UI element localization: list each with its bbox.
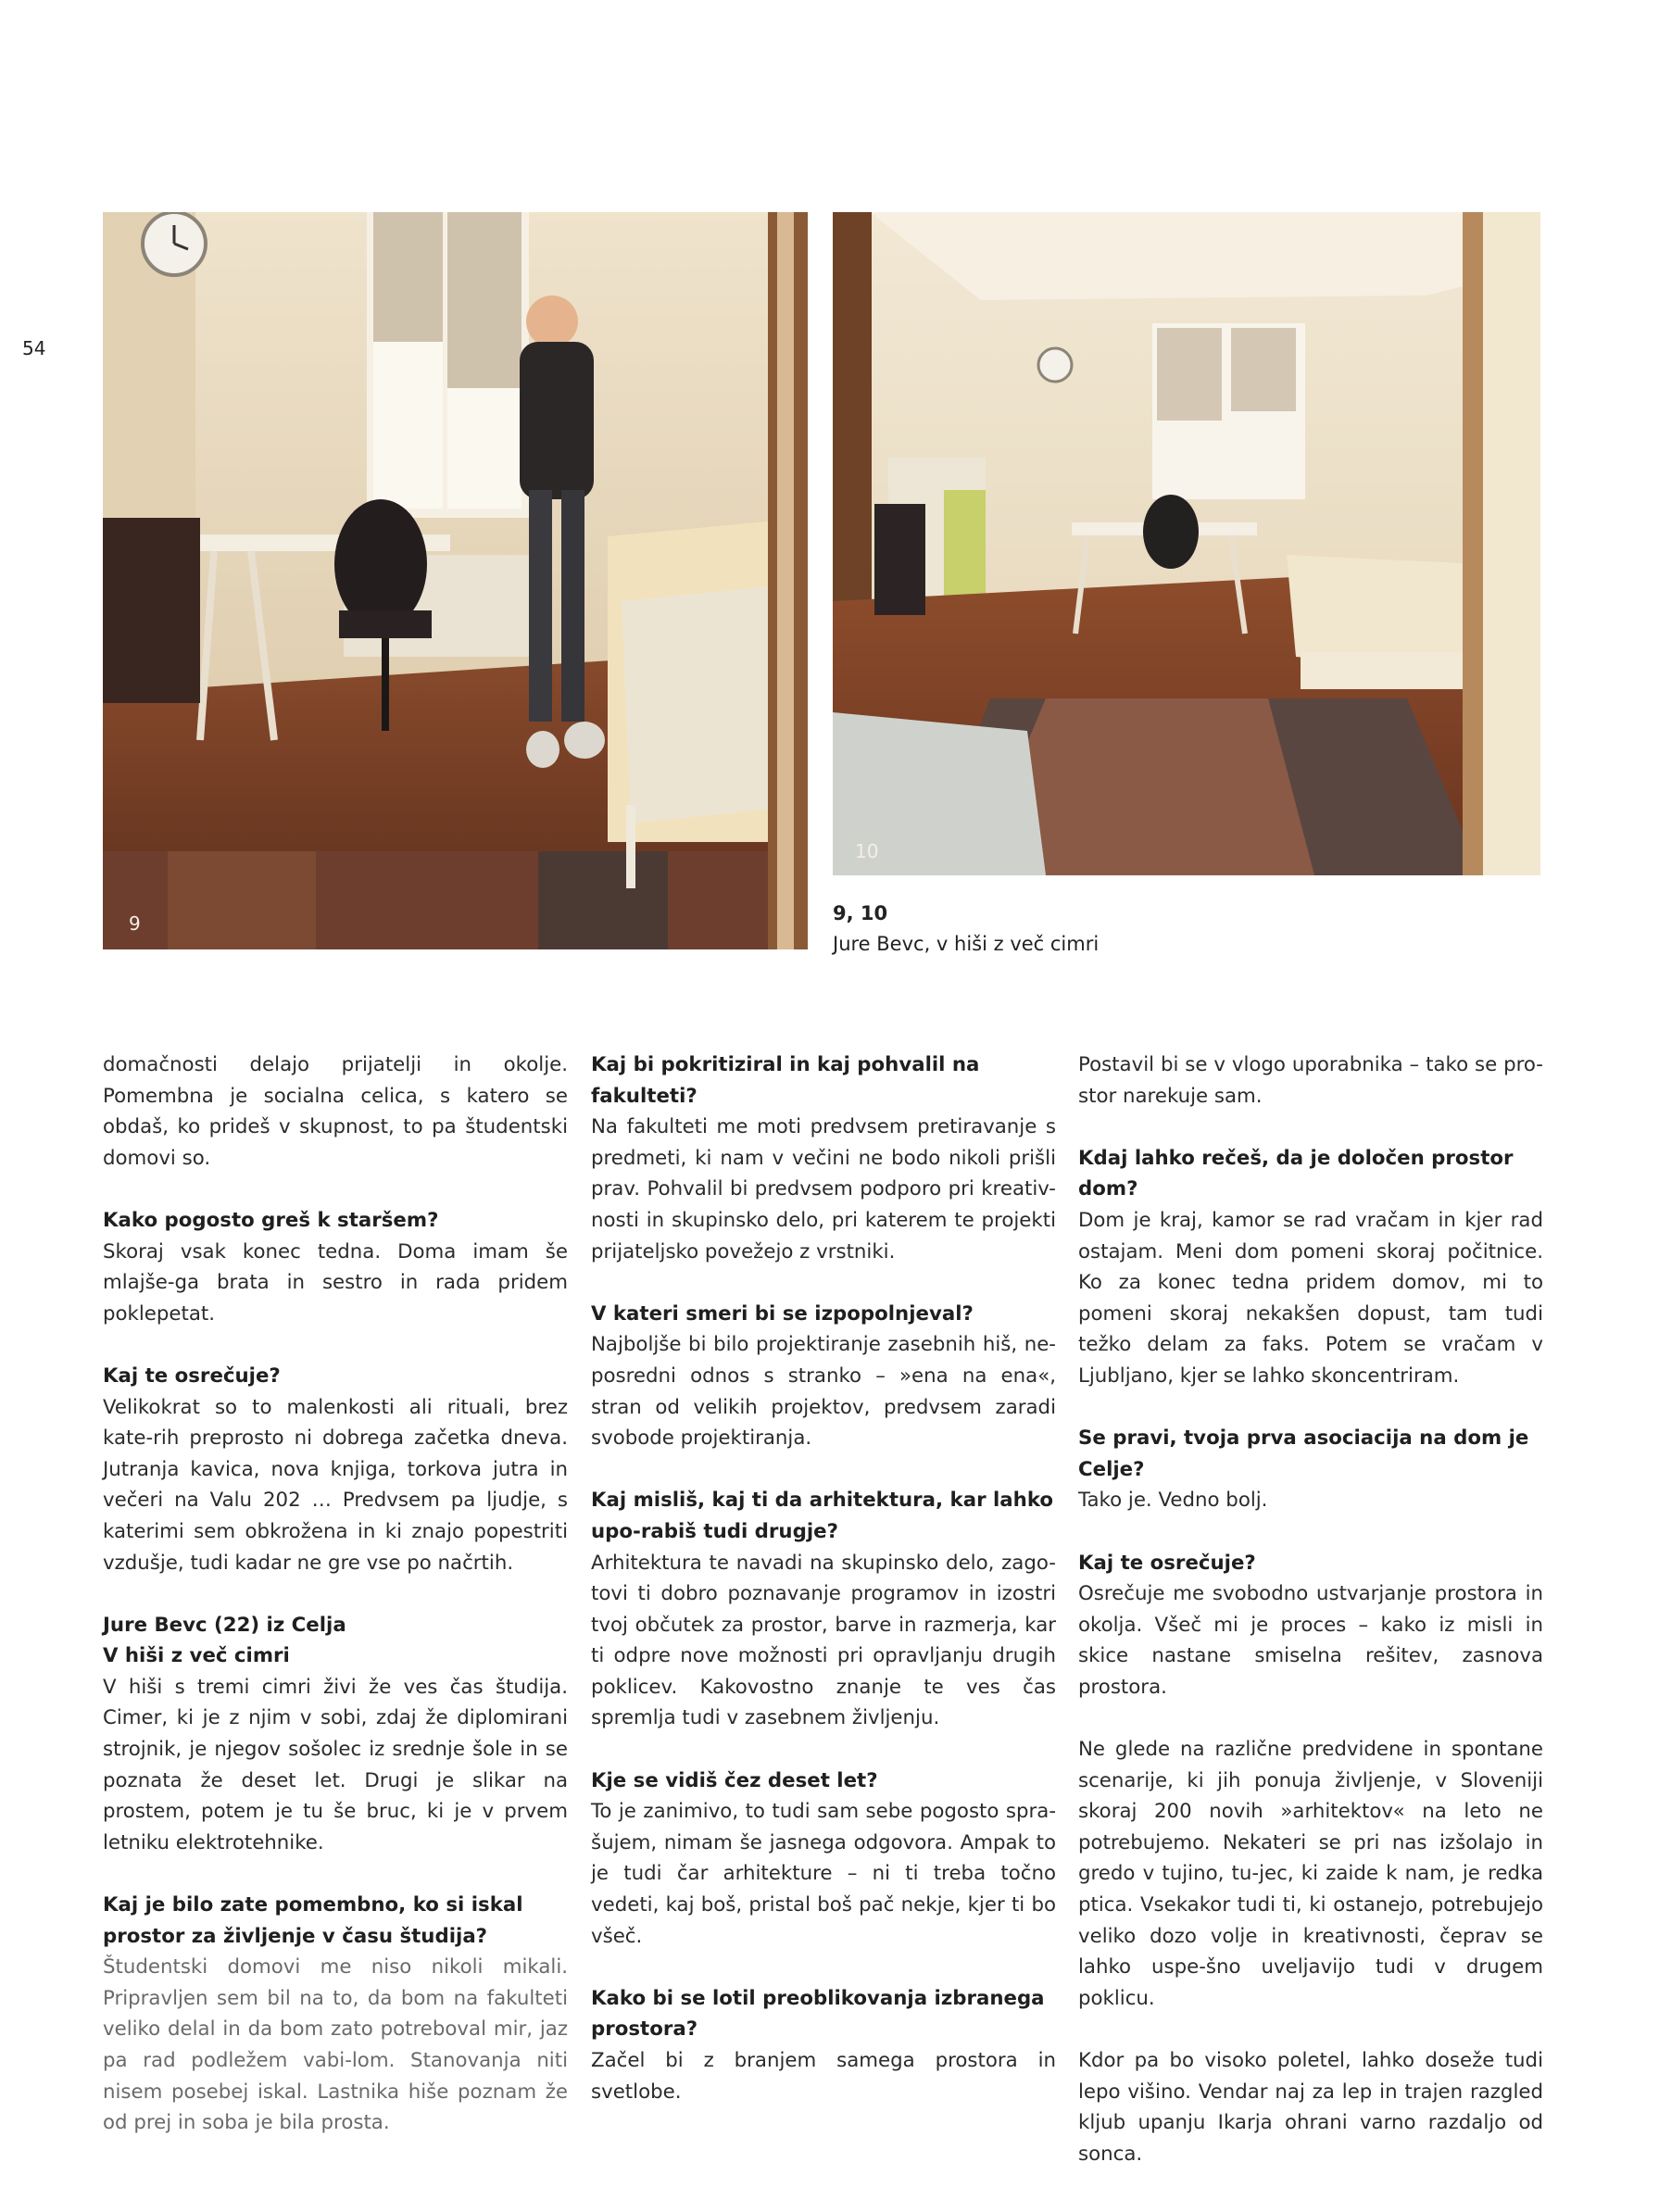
paragraph — [1078, 1734, 1543, 2014]
question: Kako pogosto greš k staršem? — [103, 1208, 439, 1232]
answer: Postavil bi se v vlogo uporabnika – tako se pro-stor narekuje sam. — [1078, 1053, 1543, 1108]
photo-number: 9 — [129, 912, 141, 935]
qa-block — [103, 1205, 568, 1329]
question: V kateri smeri bi se izpopolnjeval? — [591, 1301, 974, 1326]
answer: domačnosti delajo prijatelji in okolje. Pomembna je socialna celica, s katero se obdaš, ko prideš v skupnost, to pa študentski domovi so. — [103, 1053, 568, 1170]
question: Se pravi, tvoja prva asociacija na dom je Celje? — [1078, 1426, 1529, 1481]
qa-block — [591, 1766, 1056, 1953]
photo-room-interior — [833, 212, 1540, 875]
question: Kaj bi pokritiziral in kaj pohvalil na fakulteti? — [591, 1053, 980, 1108]
paragraph — [103, 1049, 568, 1174]
qa-block — [1078, 1143, 1543, 1392]
qa-block — [1078, 1423, 1543, 1516]
answer: Velikokrat so to malenkosti ali rituali, brez kate-rih preprosto ni dobrega začetka dneva. Jutranja kavica, nova knjiga, torkova jutra in večeri na Valu 202 … Predvsem pa ljudje, s katerimi sem obkrožena in ki znajo popestriti vzdušje, tudi kadar ne gre vse po načrtih. — [103, 1395, 568, 1575]
qa-block — [591, 1485, 1056, 1734]
paragraph — [1078, 1049, 1543, 1112]
text-column-2 — [591, 1049, 1056, 2139]
answer: Dom je kraj, kamor se rad vračam in kjer rad ostajam. Meni dom pomeni skoraj počitnice. Ko za konec tedna pridem domov, mi to pomeni skoraj nekakšen dopust, tam tudi težko delam za faks. Potem se vračam v Ljubljano, kjer se lahko skoncentriram. — [1078, 1208, 1543, 1388]
answer: Začel bi z branjem samega prostora in svetlobe. — [591, 2049, 1056, 2104]
text-column-3 — [1078, 1049, 1543, 2201]
caption-text: Jure Bevc, v hiši z več cimri — [833, 933, 1100, 955]
question: Kaj te osrečuje? — [1078, 1551, 1256, 1575]
qa-block — [591, 1049, 1056, 1267]
photo-number: 10 — [855, 840, 879, 862]
text-column-1 — [103, 1049, 568, 2169]
question: Kje se vidiš čez deset let? — [591, 1768, 878, 1792]
answer: Študentski domovi me niso nikoli mikali. Pripravljen sem bil na to, da bom na fakulteti veliko delal in da bom zato potreboval mir, jaz pa rad podležem vabi-lom. Stanovanja niti nisem posebej iskal. Lastnika hiše poznam že od prej in soba je bila prosta. — [103, 1955, 568, 2135]
answer: Arhitektura te navadi na skupinsko delo, zago-tovi ti dobro poznavanje programov in izostri tvoj občutek za prostor, barve in razmerja, kar ti odpre nove možnosti pri opravljanju drugih poklicev. Kakovostno znanje te ves čas spremlja tudi v zasebnem življenju. — [591, 1551, 1056, 1730]
answer: V hiši s tremi cimri živi že ves čas študija. Cimer, ki je z njim v sobi, zdaj že diplomirani strojnik, je njegov sošolec iz srednje šole in se poznata že deset let. Drugi je slikar na prostem, potem je tu še bruc, ki je v prvem letniku elektrotehnike. — [103, 1675, 568, 1854]
question: Kaj misliš, kaj ti da arhitektura, kar lahko upo-rabiš tudi drugje? — [591, 1489, 1054, 1543]
answer: Na fakulteti me moti predvsem pretiravanje s predmeti, ki nam v večini ne bodo nikoli prišli prav. Pohvalil bi predvsem podporo pri kreativ-nosti in skupinsko delo, pri katerem te projekti prijateljsko povežejo z vrstniki. — [591, 1115, 1056, 1263]
photo-caption — [833, 899, 1099, 960]
question: Kaj te osrečuje? — [103, 1364, 281, 1388]
answer: Kdor pa bo visoko poletel, lahko doseže tudi lepo višino. Vendar naj za lep in trajen razgled kljub upanju Ikarja ohrani varno razdaljo od sonca. — [1078, 2049, 1543, 2166]
answer: Ne glede na različne predvidene in spontane scenarije, ki jih ponuja življenje, v Sloveniji skoraj 200 novih »arhitektov« na leto ne potrebujemo. Nekateri se pri nas izšolajo in gredo v tujino, tu-jec, ki zaide k nam, je redka ptica. Vsekakor tudi ti, ki ostanejo, potrebujejo veliko dozo volje in kreativnosti, čeprav se lahko uspe-šno uveljavijo tudi v drugem poklicu. — [1078, 1738, 1543, 2010]
qa-block — [103, 1361, 568, 1578]
caption-numbers: 9, 10 — [833, 902, 888, 924]
qa-block — [591, 1299, 1056, 1454]
profile-block — [103, 1610, 568, 1859]
qa-block — [591, 1983, 1056, 2107]
question: Kdaj lahko rečeš, da je določen prostor dom? — [1078, 1146, 1514, 1201]
answer: Skoraj vsak konec tedna. Doma imam še mlajše-ga brata in sestro in rada pridem poklepetat. — [103, 1239, 568, 1326]
answer: Osrečuje me svobodno ustvarjanje prostora in okolja. Všeč mi je proces – kako iz misli in skice nastane smiselna rešitev, zasnova prostora. — [1078, 1582, 1543, 1699]
qa-block — [1078, 1548, 1543, 1703]
paragraph — [1078, 2045, 1543, 2169]
profile-subheading: V hiši z več cimri — [103, 1644, 290, 1668]
photo-room-with-student — [103, 212, 808, 949]
page-number: 54 — [22, 337, 46, 359]
answer: Najboljše bi bilo projektiranje zasebnih hiš, ne-posredni odnos s stranko – »ena na ena«, stran od velikih projektov, predvsem zaradi svobode projektiranja. — [591, 1333, 1056, 1451]
qa-block — [103, 1890, 568, 2139]
answer: Tako je. Vedno bolj. — [1078, 1489, 1268, 1513]
question: Kako bi se lotil preoblikovanja izbranega prostora? — [591, 1986, 1045, 2042]
profile-heading: Jure Bevc (22) iz Celja — [103, 1613, 346, 1637]
answer: To je zanimivo, to tudi sam sebe pogosto spra-šujem, nimam še jasnega odgovora. Ampak to je tudi čar arhitekture – ni ti treba točno vedeti, kaj boš, pristal boš pač nekje, kjer ti bo všeč. — [591, 1800, 1056, 1948]
question: Kaj je bilo zate pomembno, ko si iskal prostor za življenje v času študija? — [103, 1893, 523, 1948]
